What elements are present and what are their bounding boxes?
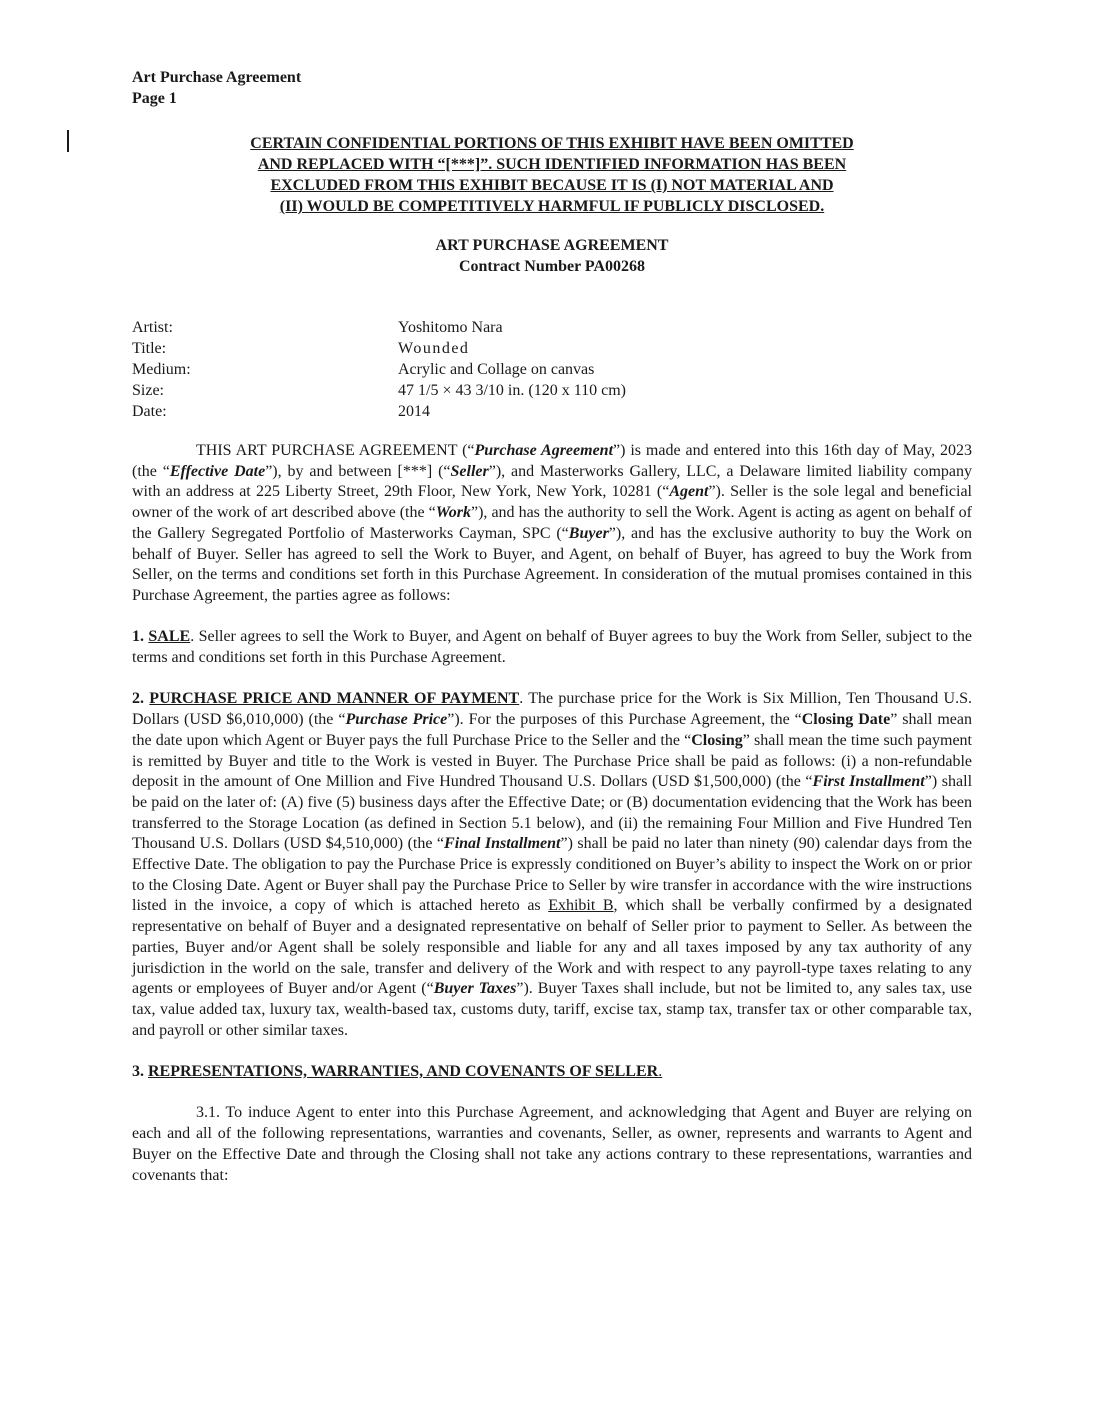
intro-paragraph: THIS ART PURCHASE AGREEMENT (“Purchase Agreement”) is made and entered into this 16th day of May, 2023 (the “Effective Date”), by and between [***] (“Seller”), and Masterworks Gallery, LLC, a Delaware limited liability company with an address at 225 Liberty Street, 29th Floor, New York, New York, 10281 (“Agent”). Seller is the sole legal and beneficial owner of the work of art described above (the “Work”), and has the authority to sell the Work. Agent is acting as agent on behalf of the Gallery Segregated Portfolio of Masterworks Cayman, SPC (“Buyer”), and has the exclusive authority to buy the Work on behalf of Buyer. Seller has agreed to sell the Work to Buyer, and Agent, on behalf of Buyer, has agreed to buy the Work from Seller, on the terms and conditions set forth in this Purchase Agreement. In consideration of the mutual promises contained in this Purchase Agreement, the parties agree as follows: bbox=[132, 442, 973, 604]
detail-label: Date: bbox=[132, 403, 167, 420]
page-header bbox=[132, 67, 301, 109]
detail-row-date bbox=[132, 401, 626, 422]
notice-line: EXCLUDED FROM THIS EXHIBIT BECAUSE IT IS (I) NOT MATERIAL AND bbox=[270, 177, 834, 194]
section-heading: SALE bbox=[148, 628, 191, 646]
detail-value: 47 1/5 × 43 3/10 in. (120 x 110 cm) bbox=[398, 382, 626, 399]
notice-line: (II) WOULD BE COMPETITIVELY HARMFUL IF PUBLICLY DISCLOSED. bbox=[279, 198, 825, 215]
detail-row-artist bbox=[132, 317, 626, 338]
page-number: Page 1 bbox=[132, 90, 177, 107]
detail-label: Artist: bbox=[132, 319, 173, 336]
agreement-title: ART PURCHASE AGREEMENT bbox=[435, 237, 669, 254]
artwork-details bbox=[132, 317, 626, 422]
notice-line: CERTAIN CONFIDENTIAL PORTIONS OF THIS EXHIBIT HAVE BEEN OMITTED bbox=[250, 135, 854, 152]
exhibit-b-reference: Exhibit B bbox=[548, 897, 614, 915]
section-1-sale: 1. SALE. Seller agrees to sell the Work to Buyer, and Agent on behalf of Buyer agrees to buy the Work from Seller, subject to the terms and conditions set forth in this Purchase Agreement. bbox=[132, 628, 973, 667]
contract-number: Contract Number PA00268 bbox=[458, 258, 646, 275]
detail-label: Title: bbox=[132, 340, 167, 357]
detail-value: Acrylic and Collage on canvas bbox=[398, 361, 595, 378]
detail-row-size bbox=[132, 380, 626, 401]
detail-row-title bbox=[132, 338, 626, 359]
section-heading: REPRESENTATIONS, WARRANTIES, AND COVENANTS OF SELLER bbox=[148, 1063, 659, 1081]
document-title: Art Purchase Agreement bbox=[132, 69, 302, 86]
confidentiality-notice bbox=[132, 133, 972, 217]
agreement-title-block bbox=[132, 235, 972, 277]
section-3-1-paragraph: 3.1. To induce Agent to enter into this Purchase Agreement, and acknowledging that Agent and Buyer are relying on each and all of the following representations, warranties and covenants, Seller, as owner, represents and warrants to Agent and Buyer on the Effective Date and through the Closing shall not take any actions contrary to these representations, warranties and covenants that: bbox=[132, 1104, 972, 1184]
agreement-body bbox=[132, 441, 972, 1186]
section-2-purchase-price: 2. PURCHASE PRICE AND MANNER OF PAYMENT. The purchase price for the Work is Six Million, Ten Thousand U.S. Dollars (USD $6,010,000) (the “Purchase Price”). For the purposes of this Purchase Agreement, the “Closing Date” shall mean the date upon which Agent or Buyer pays the full Purchase Price to the Seller and the “Closing” shall mean the time such payment is remitted by Buyer and title to the Work is vested in Buyer. The Purchase Price shall be paid as follows: (i) a non-refundable deposit in the amount of One Million and Five Hundred Thousand U.S. Dollars (USD $1,500,000) (the “First Installment”) shall be paid on the later of: (A) five (5) business days after the Effective Date; or (B) documentation evidencing that the Work has been transferred to the Storage Location (as defined in Section 5.1 below), and (ii) the remaining Four Million and Five Hundred Ten Thousand U.S. Dollars (USD $4,510,000) (the “Final Installment”) shall be paid no later than ninety (90) calendar days from the Effective Date. The obligation to pay the Purchase Price is expressly conditioned on Buyer’s ability to inspect the Work on or prior to the Closing Date. Agent or Buyer shall pay the Purchase Price to Seller by wire transfer in accordance with the wire instructions listed in the invoice, a copy of which is attached hereto as Exhibit B, which shall be verbally confirmed by a designated representative on behalf of Buyer and a designated representative on behalf of Seller prior to payment to Seller. As between the parties, Buyer and/or Agent shall be solely responsible and liable for any and all taxes imposed by any tax authority of any jurisdiction in the world on the sale, transfer and delivery of the Work and with respect to any payroll-type taxes relating to any agents or employees of Buyer and/or Agent (“Buyer Taxes”). Buyer Taxes shall include, but not be limited to, any sales tax, use tax, value added tax, luxury tax, wealth-based tax, customs duty, tariff, excise tax, stamp tax, transfer tax or other comparable tax, and payroll or other similar taxes. bbox=[132, 690, 973, 1039]
detail-value: 2014 bbox=[398, 403, 430, 420]
detail-label: Medium: bbox=[132, 361, 191, 378]
notice-line: AND REPLACED WITH “[***]”. SUCH IDENTIFIED INFORMATION HAS BEEN bbox=[257, 156, 847, 173]
revision-bar bbox=[67, 130, 69, 152]
detail-row-medium bbox=[132, 359, 626, 380]
detail-label: Size: bbox=[132, 382, 164, 399]
detail-value: Yoshitomo Nara bbox=[398, 319, 503, 336]
detail-value: Wounded bbox=[398, 340, 470, 357]
section-heading: PURCHASE PRICE AND MANNER OF PAYMENT bbox=[149, 690, 520, 708]
section-3-heading: 3. REPRESENTATIONS, WARRANTIES, AND COVENANTS OF SELLER. bbox=[132, 1063, 663, 1081]
